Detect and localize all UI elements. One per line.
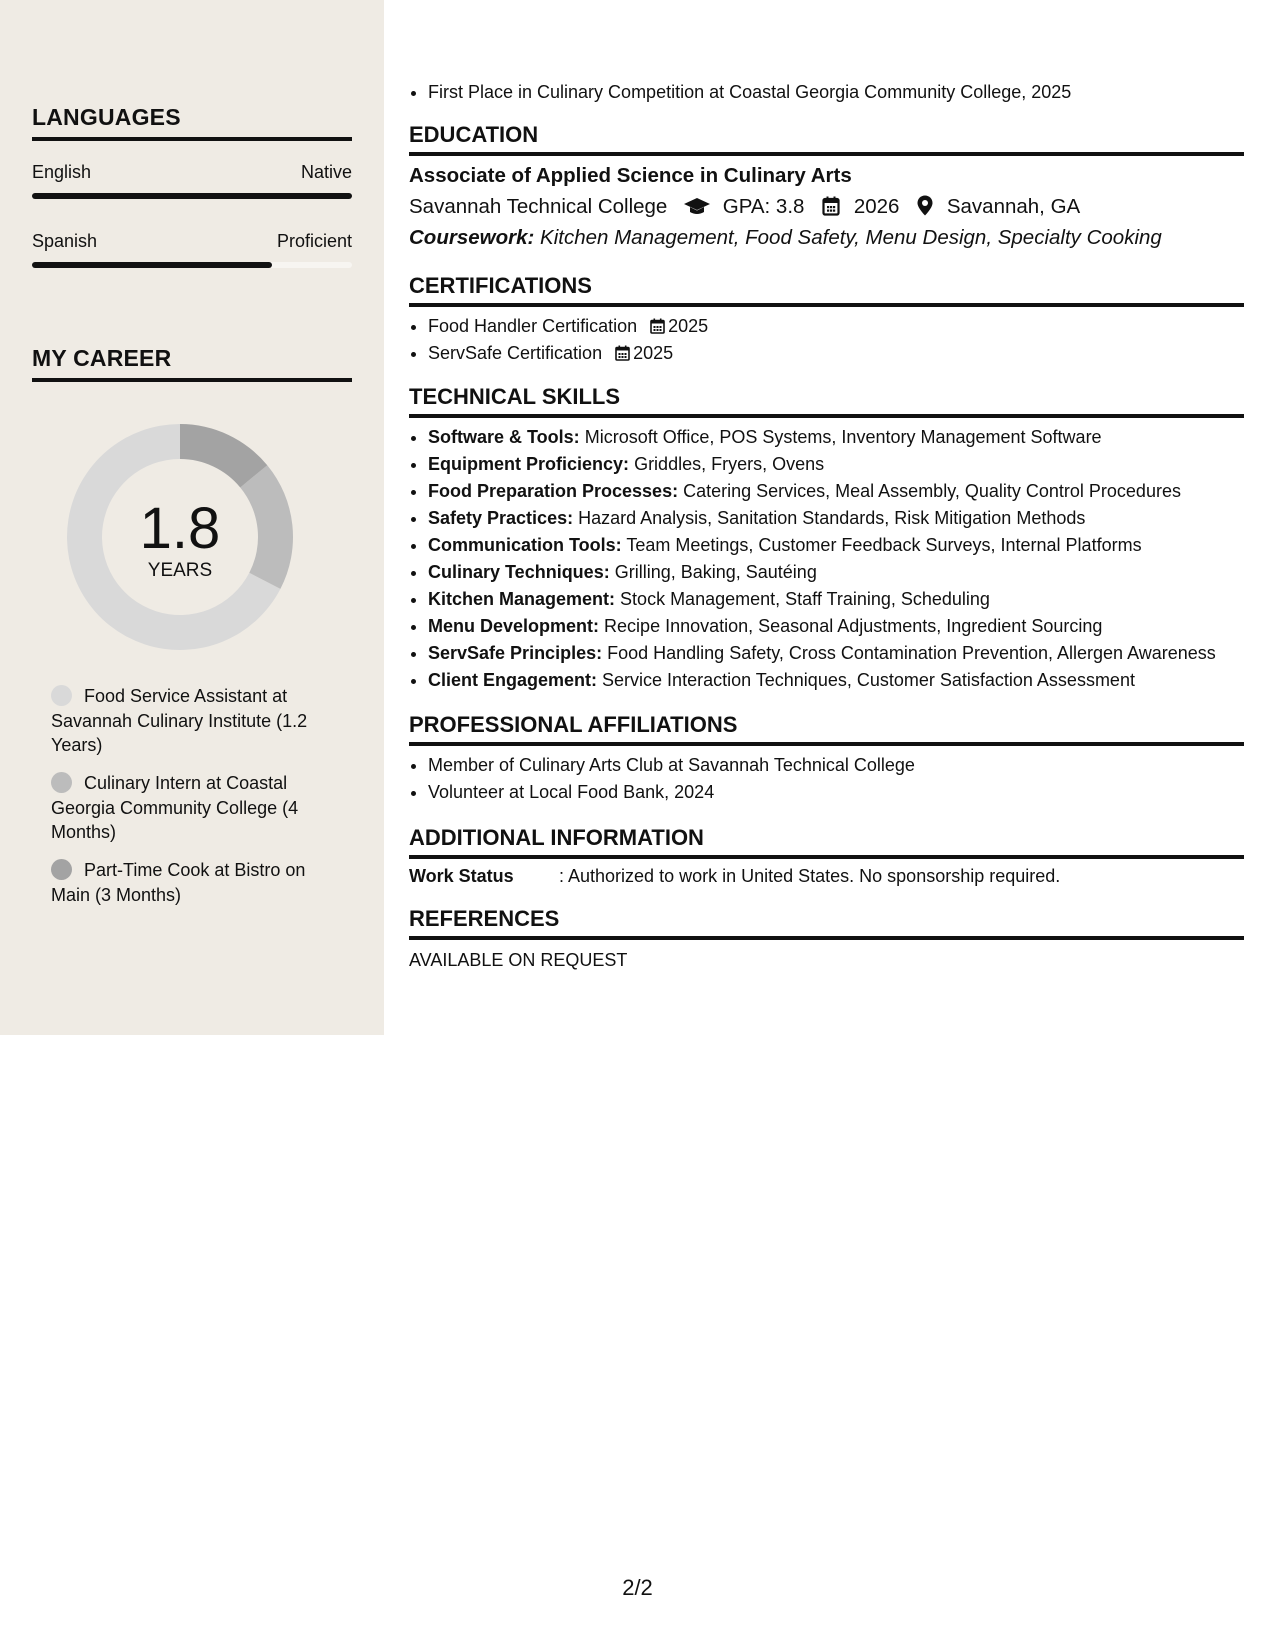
- calendar-icon: [650, 318, 665, 334]
- certification-name: Food Handler Certification: [428, 316, 638, 336]
- career-item-text: Food Service Assistant at Savannah Culinary Institute (1.2 Years): [51, 686, 308, 755]
- career-legend-dot: [51, 685, 72, 706]
- career-item: [51, 771, 341, 845]
- additional-info-title: ADDITIONAL INFORMATION: [409, 825, 1244, 859]
- language-bar-fill: [32, 193, 352, 199]
- career-item: [51, 684, 341, 758]
- skills-list: [409, 424, 1216, 694]
- career-title: MY CAREER: [32, 345, 352, 382]
- career-item-text: Part-Time Cook at Bistro on Main (3 Months): [51, 860, 306, 905]
- references-value: AVAILABLE ON REQUEST: [409, 950, 628, 970]
- skill-item: [428, 505, 1216, 532]
- skill-value: Recipe Innovation, Seasonal Adjustments, Ingredient Sourcing: [604, 616, 1103, 636]
- skill-label: Safety Practices:: [428, 508, 574, 528]
- skill-item: [428, 424, 1216, 451]
- education-title: EDUCATION: [409, 122, 1244, 156]
- skill-item: [428, 613, 1216, 640]
- page-number: 2/2: [622, 1575, 653, 1600]
- certifications-list: [409, 313, 708, 367]
- language-level: Proficient: [276, 231, 352, 251]
- calendar-icon: [615, 345, 630, 361]
- degree-title: Associate of Applied Science in Culinary Arts: [409, 164, 852, 187]
- skill-label: ServSafe Principles:: [428, 643, 603, 663]
- languages-title: LANGUAGES: [32, 104, 352, 141]
- education-details: [409, 195, 1080, 219]
- skill-item: [428, 640, 1216, 667]
- skill-item: [428, 667, 1216, 694]
- skill-label: Equipment Proficiency:: [428, 454, 630, 474]
- career-item-text: Culinary Intern at Coastal Georgia Community College (4 Months): [51, 773, 299, 842]
- skill-label: Client Engagement:: [428, 670, 598, 690]
- work-status-value: : Authorized to work in United States. No sponsorship required.: [559, 866, 1061, 886]
- sidebar: [0, 0, 384, 1035]
- career-total: 1.8: [139, 496, 221, 561]
- language-name: English: [32, 162, 92, 182]
- language-row-english: [32, 162, 352, 183]
- list-item: • Member of Culinary Arts Club at Savannah Technical College: [428, 752, 915, 779]
- language-name: Spanish: [32, 231, 98, 251]
- skill-label: Kitchen Management:: [428, 589, 616, 609]
- coursework-label: Coursework:: [409, 226, 535, 249]
- skill-label: Menu Development:: [428, 616, 600, 636]
- work-status-label: Work Status: [409, 866, 514, 886]
- location-pin-icon: [917, 195, 933, 216]
- career-legend-dot: [51, 772, 72, 793]
- skill-label: Food Preparation Processes:: [428, 481, 679, 501]
- skill-value: Stock Management, Staff Training, Scheduling: [620, 589, 990, 609]
- certification-name: ServSafe Certification: [428, 343, 603, 363]
- language-bar-spanish: [32, 262, 352, 268]
- skill-item: [428, 451, 1216, 478]
- donut-segment: [240, 465, 293, 589]
- skill-value: Catering Services, Meal Assembly, Quality Control Procedures: [683, 481, 1181, 501]
- skill-label: Culinary Techniques:: [428, 562, 610, 582]
- career-item: [51, 858, 341, 907]
- skill-value: Team Meetings, Customer Feedback Surveys, Internal Platforms: [626, 535, 1142, 555]
- skill-item: [428, 559, 1216, 586]
- affiliations-list: [409, 752, 915, 806]
- career-legend-dot: [51, 859, 72, 880]
- language-level: Native: [300, 162, 352, 182]
- school-location: Savannah, GA: [946, 195, 1081, 218]
- skill-value: Grilling, Baking, Sautéing: [614, 562, 817, 582]
- certification-item: [428, 340, 708, 367]
- affiliations-title: PROFESSIONAL AFFILIATIONS: [409, 712, 1244, 746]
- gpa: GPA: 3.8: [722, 195, 805, 218]
- skill-item: [428, 532, 1216, 559]
- technical-skills-title: TECHNICAL SKILLS: [409, 384, 1244, 418]
- certification-year: 2025: [633, 343, 674, 363]
- calendar-icon: [822, 196, 840, 216]
- skill-label: Software & Tools:: [428, 427, 580, 447]
- skill-item: [428, 478, 1216, 505]
- skill-item: [428, 586, 1216, 613]
- skill-value: Microsoft Office, POS Systems, Inventory Management Software: [584, 427, 1102, 447]
- graduation-cap-icon: [683, 196, 711, 216]
- career-unit: YEARS: [147, 560, 213, 581]
- references-title: REFERENCES: [409, 906, 1244, 940]
- coursework: [409, 226, 1162, 250]
- language-bar-english: [32, 193, 352, 199]
- work-status-row: [409, 866, 1060, 887]
- certification-item: [428, 313, 708, 340]
- skill-value: Food Handling Safety, Cross Contamination Prevention, Allergen Awareness: [607, 643, 1216, 663]
- skill-label: Communication Tools:: [428, 535, 622, 555]
- skill-value: Hazard Analysis, Sanitation Standards, Risk Mitigation Methods: [578, 508, 1086, 528]
- awards-list: [409, 79, 1071, 106]
- career-donut-chart: [66, 423, 294, 651]
- language-row-spanish: [32, 231, 352, 252]
- skill-value: Service Interaction Techniques, Customer Satisfaction Assessment: [602, 670, 1135, 690]
- list-item: • Volunteer at Local Food Bank, 2024: [428, 779, 915, 806]
- graduation-year: 2026: [853, 195, 900, 218]
- skill-value: Griddles, Fryers, Ovens: [634, 454, 825, 474]
- certifications-title: CERTIFICATIONS: [409, 273, 1244, 307]
- list-item: • First Place in Culinary Competition at Coastal Georgia Community College, 2025: [428, 79, 1071, 106]
- certification-year: 2025: [668, 316, 709, 336]
- coursework-value: Kitchen Management, Food Safety, Menu Design, Specialty Cooking: [540, 226, 1162, 249]
- school-name: Savannah Technical College: [409, 195, 668, 218]
- language-bar-fill: [32, 262, 272, 268]
